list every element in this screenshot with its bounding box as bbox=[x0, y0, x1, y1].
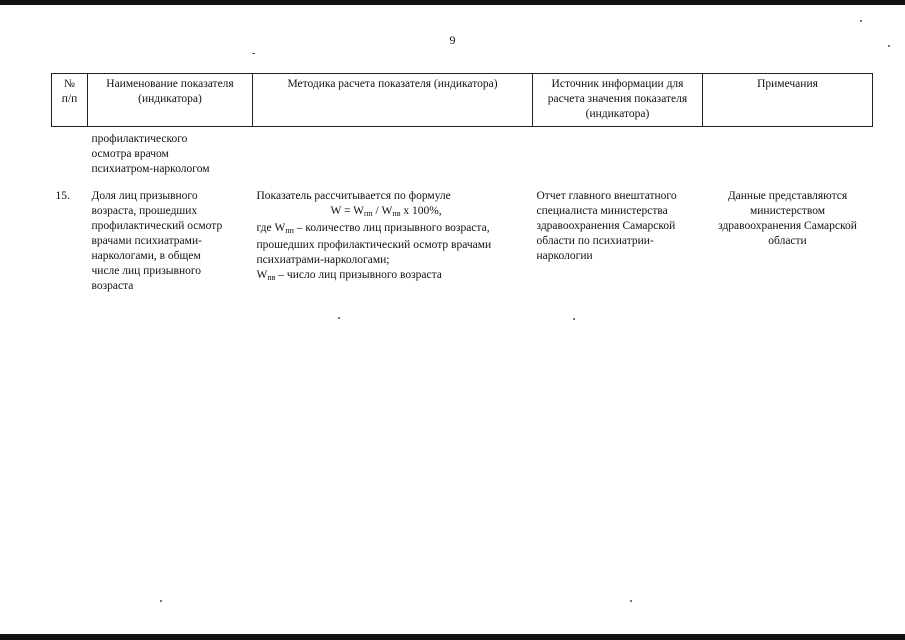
method-intro: Показатель рассчитывается по формуле bbox=[256, 190, 451, 202]
text-line: профилактический осмотр bbox=[91, 220, 223, 232]
text-line: области bbox=[768, 235, 807, 247]
continuation-name-cell bbox=[88, 127, 253, 178]
text-line: Данные представляются bbox=[727, 190, 848, 202]
stray-mark: - bbox=[252, 48, 256, 59]
text-line: наркологии bbox=[536, 250, 593, 262]
scan-speck bbox=[160, 600, 162, 602]
table-row bbox=[52, 189, 873, 294]
scan-border-top bbox=[0, 0, 905, 5]
text-line: специалиста министерства bbox=[536, 205, 668, 217]
header-number bbox=[52, 74, 88, 127]
text-line: профилактического bbox=[91, 133, 188, 145]
table-header-row bbox=[52, 74, 873, 127]
text-line: здравоохранения Самарской bbox=[536, 220, 676, 232]
scan-speck bbox=[860, 20, 862, 22]
text-line: возраста, прошедших bbox=[91, 205, 198, 217]
text-line: врачами психиатрами- bbox=[91, 235, 202, 247]
indicator-name-cell bbox=[88, 189, 253, 294]
header-information-source: Источник информации для расчета значения показателя (индикатора) bbox=[533, 74, 703, 127]
definition-line: где $W_{пп}$ – количество лиц призывного возраста, bbox=[256, 222, 490, 235]
scan-speck bbox=[338, 317, 340, 319]
indicators-table bbox=[51, 73, 873, 294]
formula: $W = W_{пп} / W_{пв}$ x 100%, bbox=[330, 205, 442, 218]
page-number: 9 bbox=[449, 33, 456, 47]
text-line: числе лиц призывного bbox=[91, 265, 202, 277]
definition-line: психиатрами-наркологами; bbox=[256, 254, 390, 266]
text-line: наркологами, в общем bbox=[91, 250, 201, 262]
header-calculation-method: Методика расчета показателя (индикатора) bbox=[253, 74, 533, 127]
calculation-method-cell bbox=[253, 189, 533, 294]
text-line: министерством bbox=[749, 205, 825, 217]
scan-speck bbox=[573, 318, 575, 320]
text-line: Доля лиц призывного bbox=[91, 190, 198, 202]
scan-speck bbox=[888, 45, 890, 47]
text-line: Отчет главного внештатного bbox=[536, 190, 677, 202]
text-line: здравоохранения Самарской bbox=[718, 220, 857, 232]
text-line: области по психиатрии- bbox=[536, 235, 654, 247]
text-line: психиатром-наркологом bbox=[91, 163, 210, 175]
information-source-cell bbox=[533, 189, 703, 294]
definition-line: прошедших профилактический осмотр врачами bbox=[256, 239, 492, 251]
text-line: возраста bbox=[91, 280, 134, 292]
header-notes: Примечания bbox=[703, 74, 873, 127]
definition-line: $W_{пв}$ – число лиц призывного возраста bbox=[256, 269, 442, 282]
table-row-continuation bbox=[52, 127, 873, 178]
header-number-line: № п/п bbox=[61, 78, 78, 105]
notes-cell bbox=[703, 189, 873, 294]
scan-border-bottom bbox=[0, 634, 905, 640]
scan-speck bbox=[630, 600, 632, 602]
row-number: 15. bbox=[55, 190, 70, 202]
header-indicator-name: Наименование показателя (индикатора) bbox=[88, 74, 253, 127]
text-line: осмотра врачом bbox=[91, 148, 169, 160]
